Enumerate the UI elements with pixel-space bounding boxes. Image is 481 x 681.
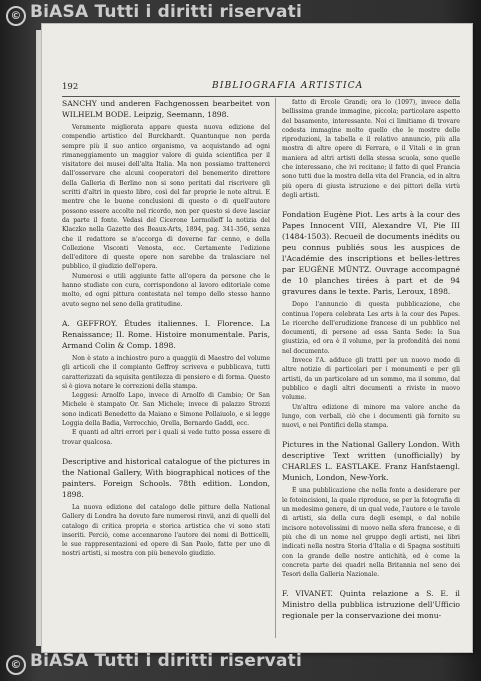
page-number: 192 <box>62 82 79 92</box>
entry-heading: SANCHY und anderen Fachgenossen bearbeitet von WILHELM BODE. Leipzig, Seemann, 1898. <box>62 99 270 119</box>
biasa-logo-icon: © <box>6 655 26 675</box>
running-title: BIBLIOGRAFIA ARTISTICA <box>212 81 364 91</box>
watermark-bottom <box>6 651 302 675</box>
entry-paragraph: È una pubblicazione che nella fonte a desiderare per le fotoincisioni, la quale riproduce, se per la fotografia di un medesimo genere, di un qual vede, l'autore e le tavole di artisti, sia della cura degli esempi, e dal nobile incisore notevolissimi di nuovo nella sfera francese, e di più che di un nome nel gruppo degli artisti, nei libri indicati nella nostra Storia d'Italia e di Spagna sostituiti con la grande delle nostre antichità, ed è come la concreta parte dei quadri nella Britannia nel seno dei Tesori della Galleria Nazionale. <box>282 487 460 579</box>
entry-paragraph: fatto di Ercole Grandi; ora lo (1097), invece della bellissima grande immagine, piccola; particolare aspetto del basamento, interessante. Noi ci limitiamo di trovare codesta immagine molto quello che le mostre delle riproduzioni, la tabella e il relativo annuncio, più alla mostra di altre opere di Ferrara, e il Vitali e in gran maniera ad altri artisti della stessa scuola, sono quelle che interessano, che ivi recitano; il fatto di quel Francia sono tutti due la mostra della vita del Francia, ed in altra più opera di giusta istruzione e dei pittori della virtù degli artisti. <box>282 99 460 199</box>
entry-paragraph: Un'altra edizione di minore ma valore anche da lungo, con verbali, ciò che i documenti già fornito su nuovi, e nei Pontifici della stampa. <box>282 403 460 430</box>
page-header <box>62 80 460 94</box>
entry-heading: A. GEFFROY. Études italiennes. I. Florence. La Renaissance; II. Rome. Histoire monumentale. Paris, Armand Colin & Comp. 1898. <box>62 318 270 350</box>
entry-separator <box>62 447 270 452</box>
entry-paragraph: Dopo l'annuncio di questa pubblicazione, che continua l'opera celebrata Les arts à la cour des Papes. Le ricerche dell'erudizione francese di un pubblico nel documenti, di persone ad essa Santa Sede: la Sua giustizia, ed ora è il volume, per la profondità dei nomi nel documento. <box>282 301 460 355</box>
entry-separator <box>282 200 460 205</box>
entry-heading: Fondation Eugène Piot. Les arts à la cour des Papes Innocent VIII, Alexandre VI, Pie III (1484-1503). Recueil de documents inédits ou peu connus publiés sous les auspices de l'Académie des inscriptions et belles-lettres par EUGÈNE MÜNTZ. Ouvrage accompagné de 10 planches tirées à part et de 94 gravures dans le texte. Paris, Leroux, 1898. <box>282 210 460 297</box>
entry-heading: Pictures in the National Gallery London. With descriptive Text written (unofficially) by CHARLES L. EASTLAKE. Franz Hanfstaengl. Munich, London, New-York. <box>282 440 460 483</box>
entry-paragraph: E quanti ad altri errori per i quali si vede tutto possa essere di trovar qualcosa. <box>62 429 270 446</box>
entry-paragraph: La nuova edizione del catalogo delle pitture della National Gallery di Londra ha dovuto fare numerosi rinvii, anzi di quelli del catalogo di critica propria e storica artistica che vi sono stati inseriti. Perciò, come accennarono l'autore dei nomi di Botticelli, le sue rappresentazioni ed opere di San Paolo, fatte per uno di nostri artisti, si mostra con più benevolo giudizio. <box>62 503 270 558</box>
entry-paragraph: Non è stato a inchiostro puro a quaggiù di Maestro del volume gli articoli che il compianto Geffroy scriveva e pubblicava, tutti caratterizzati da squisita gentilezza di pensiero e di forma. Questo sì è giova notare le correzioni della stampa. <box>62 354 270 390</box>
entry-separator <box>282 430 460 435</box>
entry-separator <box>282 579 460 584</box>
entry-paragraph: Veramente migliorata appare questa nuova edizione del compendio artistico del Burckhardt. Quantunque non perda sempre più il suo antico organismo, va acquistando ad ogni rimaneggiamento un maggior valore di guida scientifica per il visitatore dei musei dell'alta Italia. Ma non possiamo trattenerci dall'osservare che alcuni cooperatori del benemerito direttore della Galleria di Berlino non si sono peritati dal riscrivere gli scritti d'altri in questo libro, così del far proprie le note altrui. E mentre che le buone conclusioni di questo o di quell'autore possono essere accolte nel ricordo, non per questo si deve lasciar da parte il fonte. Vedasi del Cicerone Lermolieff la notizia del Klaczko nella Gazette des Beaux-Arts, 1894, pag. 341-356, senza che il redattore se n'accorga di doverne far cenno, e della Collezione Visconti Venosta, ecc. Certamente l'edizione dell'editore di queste opere non sarebbe da tralasciare nel pubblico, il giudizio dell'opera. <box>62 124 270 271</box>
header-rule <box>62 96 460 97</box>
entry-paragraph: Invece l'A. adduce gli tratti per un nuovo modo di altre notizie di particolari per i monumenti e per gli artisti, da un particolare ad un sommo, ma il sommo, dal pubblico e dagli altri documenti a riviste in nuovo volume. <box>282 357 460 402</box>
column-divider <box>275 98 276 638</box>
biasa-logo-icon: © <box>6 6 26 26</box>
right-column <box>282 98 460 624</box>
entry-heading: Descriptive and historical catalogue of the pictures in the National Gallery, With biographical notices of the painters. Foreign Schools. 78th edition. London, 1898. <box>62 456 270 499</box>
left-column <box>62 98 270 559</box>
watermark-top <box>6 2 302 26</box>
watermark-top-text: BiASA Tutti i diritti riservati <box>30 2 302 22</box>
entry-paragraph: Leggesi: Arnolfo Lapo, invece di Arnolfo di Cambio; Or San Michele è stampato Or. San Michele; invece di palazzo Strozzi sono indicati Benedetto da Maiano e Simone Pollaiuolo, e si legge Loggia della Badia, Verrocchio, Orella, Bernardo Gaddi, ecc. <box>62 392 270 428</box>
watermark-bottom-text: BiASA Tutti i diritti riservati <box>30 651 302 671</box>
entry-paragraph: Numerosi e utili aggiunte fatte all'opera da persone che le hanno studiate con cura, corrispondono al lavoro editoriale come molto, ed ogni pittura contestata nel tempo dello stesso hanno avuto segno nel seno della gratitudine. <box>62 272 270 308</box>
entry-heading: F. VIVANET. Quinta relazione a S. E. il Ministro della pubblica istruzione dell'Ufficio regionale per la conservazione dei monu- <box>282 589 460 621</box>
entry-separator <box>62 309 270 314</box>
